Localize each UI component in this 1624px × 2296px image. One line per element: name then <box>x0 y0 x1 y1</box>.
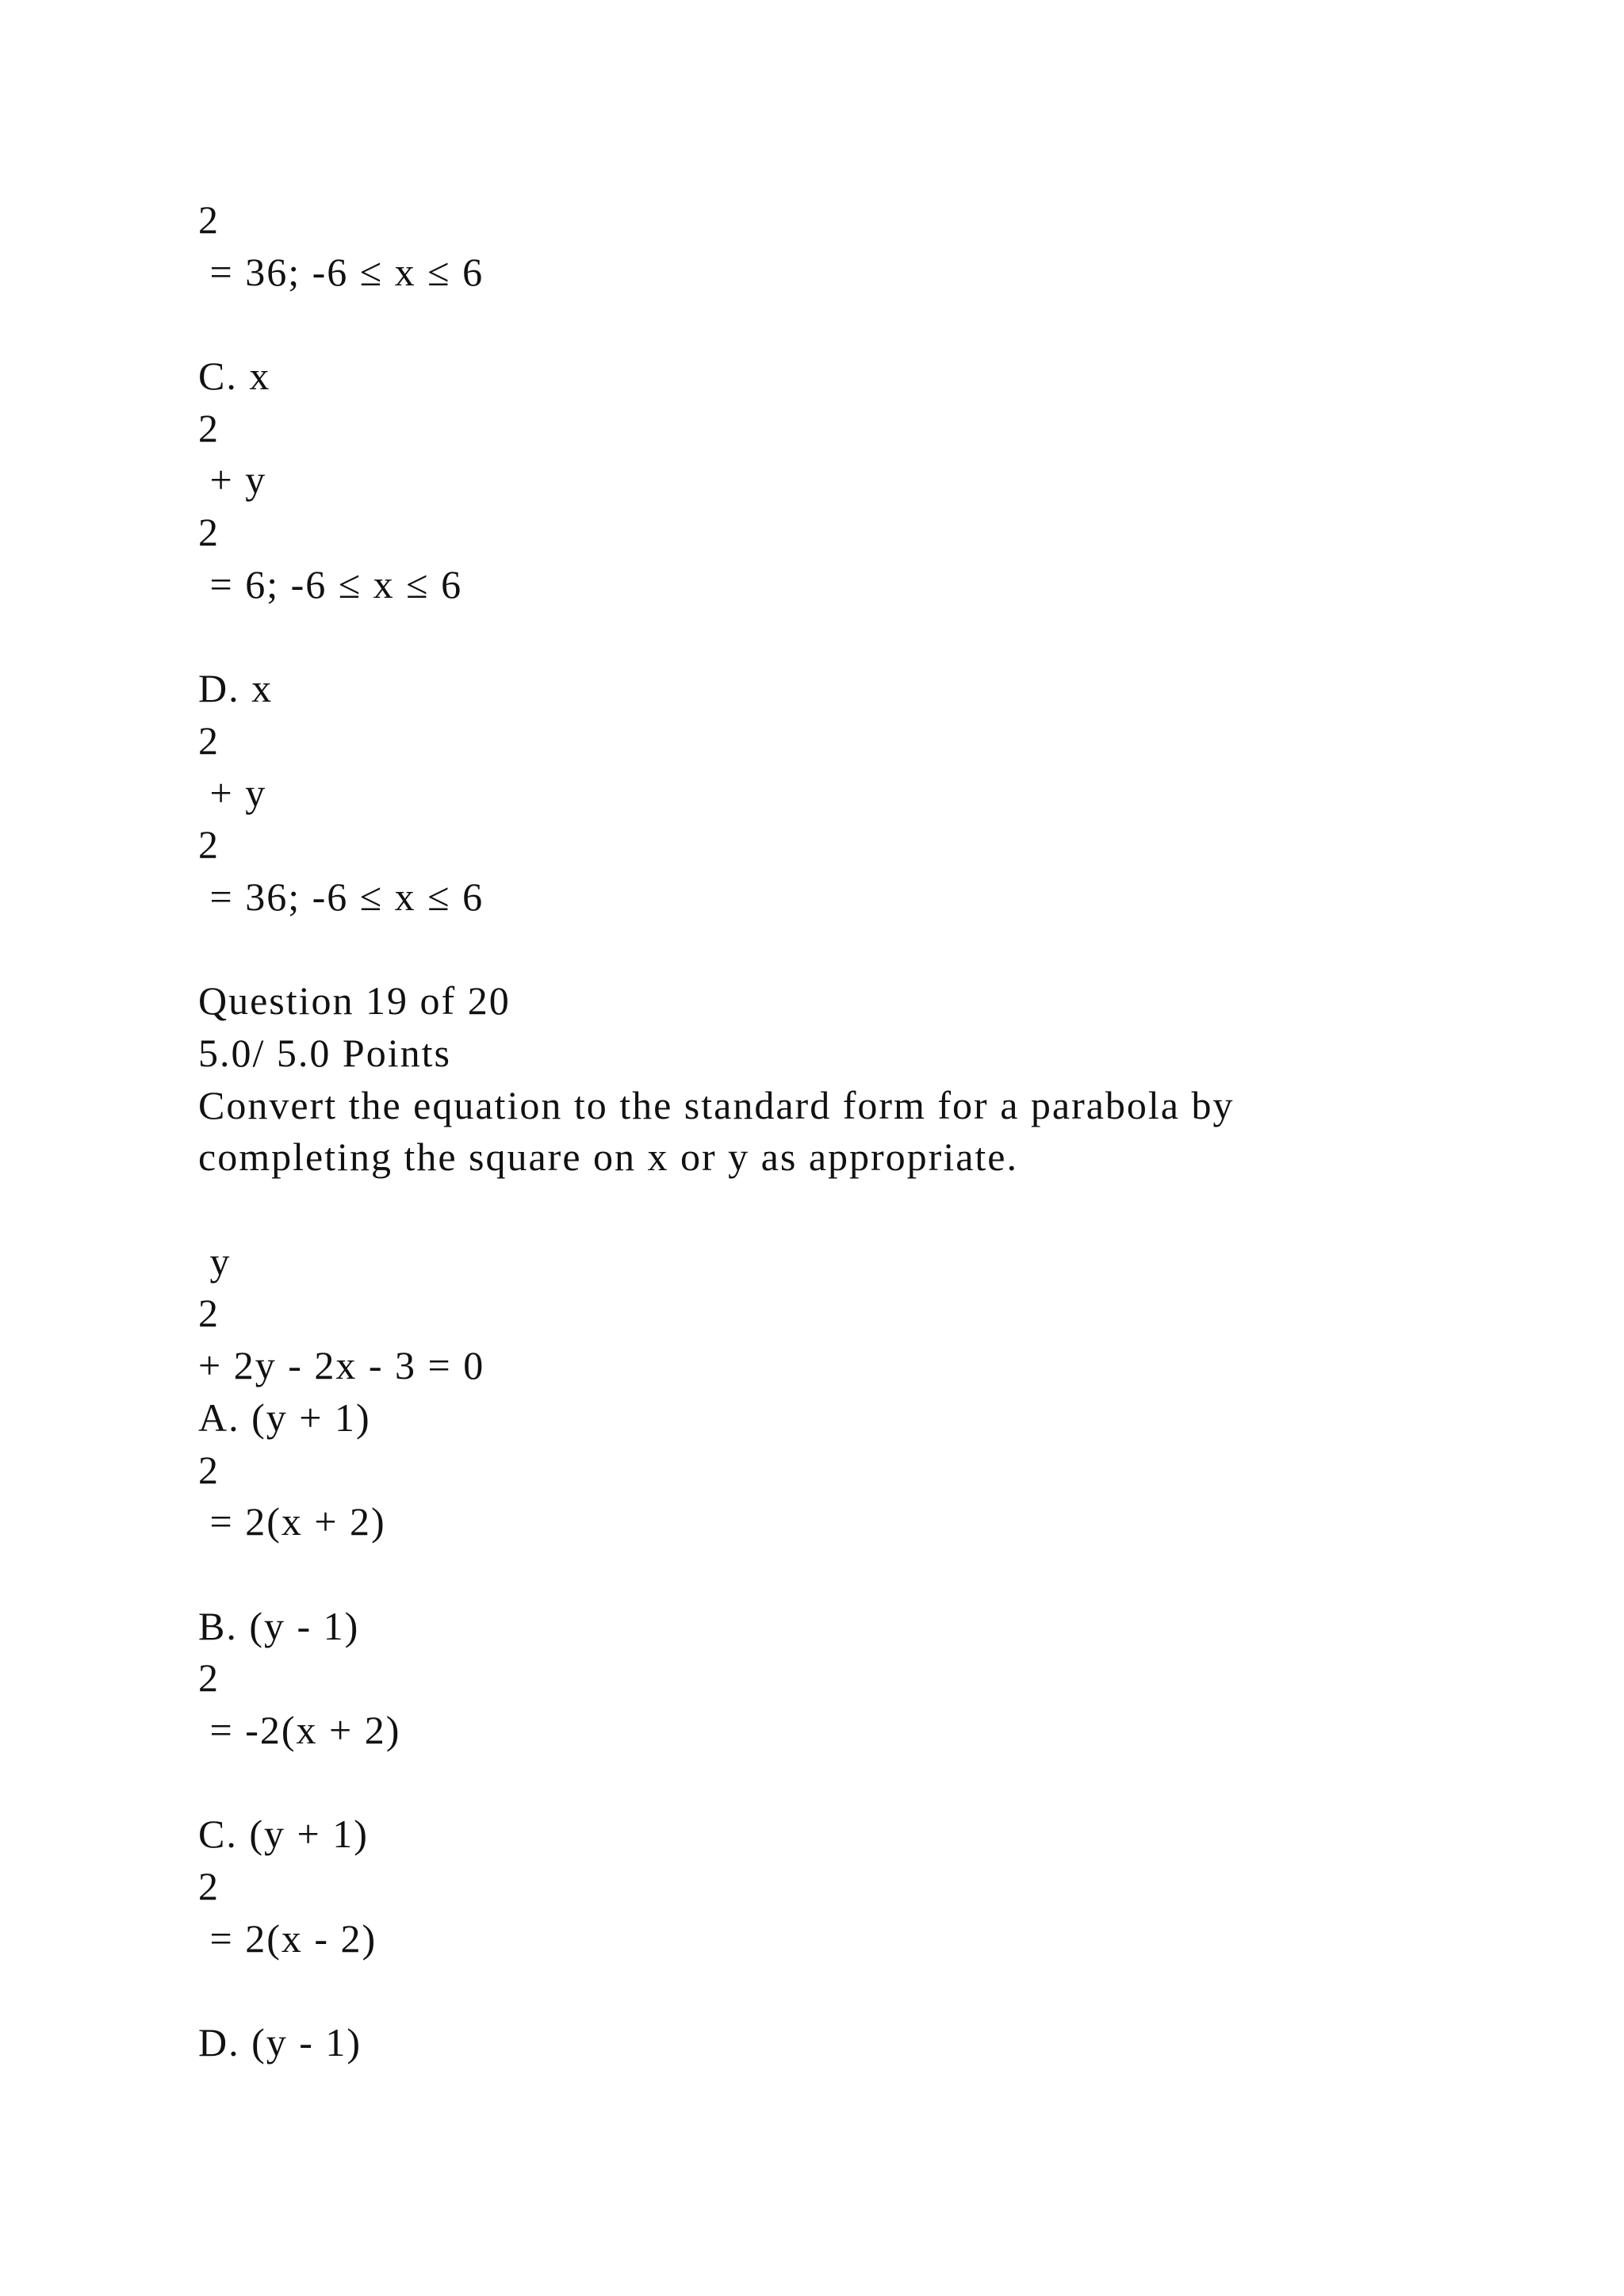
answer-d-label: D. (y - 1) <box>198 2020 362 2065</box>
answer-c-label: C. (y + 1) <box>198 1812 369 1857</box>
equation-remainder: + 2y - 2x - 3 = 0 <box>198 1343 485 1388</box>
question-points: 5.0/ 5.0 Points <box>198 1031 451 1075</box>
question-number: Question 19 of 20 <box>198 978 511 1024</box>
blank-line <box>198 611 1467 664</box>
option-d-label: D. x <box>198 666 274 711</box>
answer-c-equation: = 2(x - 2) <box>198 1915 377 1961</box>
answer-a-exponent: 2 <box>198 1447 220 1492</box>
blank-line <box>198 1184 1467 1236</box>
equation-term: y <box>198 1238 232 1284</box>
option-c-label: C. x <box>198 354 271 399</box>
option-c-exponent: 2 <box>198 510 220 555</box>
option-d-equation: = 36; -6 ≤ x ≤ 6 <box>198 874 485 919</box>
blank-line <box>198 1548 1467 1601</box>
option-d-term: + y <box>198 770 267 815</box>
option-d-exponent: 2 <box>198 718 220 763</box>
option-c-equation: = 6; -6 ≤ x ≤ 6 <box>198 561 463 607</box>
answer-a-label: A. (y + 1) <box>198 1395 371 1440</box>
answer-b-equation: = -2(x + 2) <box>198 1707 401 1752</box>
answer-b-exponent: 2 <box>198 1655 220 1701</box>
prev-option-equation: = 36; -6 ≤ x ≤ 6 <box>198 249 485 294</box>
blank-line <box>198 1965 1467 2017</box>
blank-line <box>198 924 1467 976</box>
document-text <box>198 194 1467 2069</box>
answer-a-equation: = 2(x + 2) <box>198 1499 386 1544</box>
question-prompt-line-1: Convert the equation to the standard form for a parabola by <box>198 1082 1235 1127</box>
prev-option-exponent: 2 <box>198 197 220 242</box>
equation-exponent: 2 <box>198 1291 220 1336</box>
option-c-term: + y <box>198 457 267 503</box>
blank-line <box>198 1757 1467 1809</box>
blank-line <box>198 298 1467 350</box>
answer-c-exponent: 2 <box>198 1864 220 1908</box>
option-d-exponent: 2 <box>198 822 220 867</box>
option-c-exponent: 2 <box>198 405 220 450</box>
question-prompt-line-2: completing the square on x or y as appropriate. <box>198 1135 1018 1180</box>
answer-b-label: B. (y - 1) <box>198 1603 360 1648</box>
